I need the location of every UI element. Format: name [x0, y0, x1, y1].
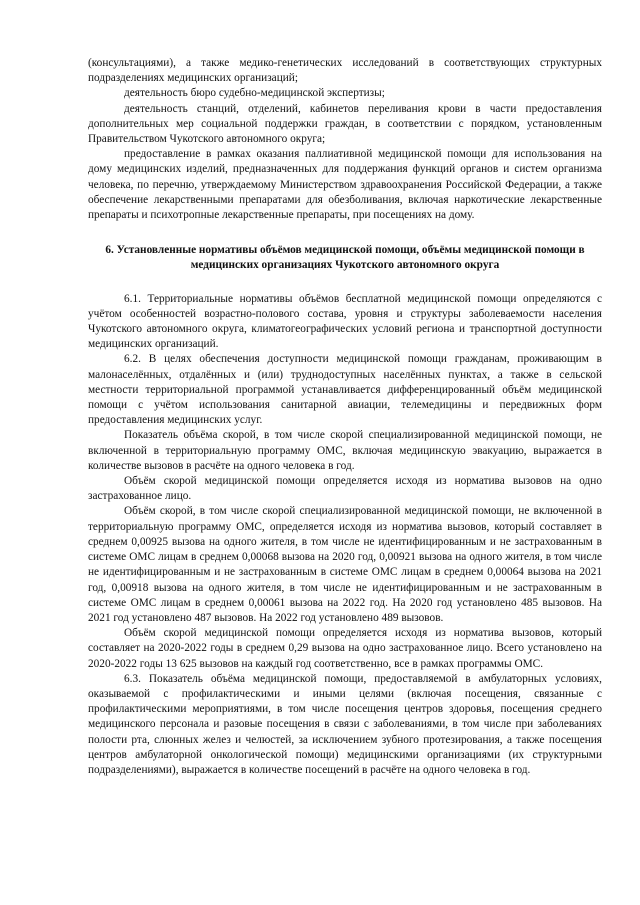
paragraph: Объём скорой, в том числе скорой специализированной медицинской помощи, не включенной в территориальную программу ОМС, определяется исходя из норматива вызовов, который составляет в среднем 0,00925 вызова на одного жителя, в том числе не идентифицированным и не застрахованным в системе ОМС лицам в среднем 0,00068 вызова на 2020 год, 0,00921 вызова на одного жителя, в том числе не идентифицированным и не застрахованным в системе ОМС лицам в среднем 0,00064 вызова на 2021 год, 0,00918 вызова на одного жителя, в том числе не идентифицированным и не застрахованным в системе ОМС лицам в среднем 0,00061 вызова на 2022 год. На 2020 год установлено 485 вызовов. На 2021 год установлено 487 вызовов. На 2022 год установлено 489 вызовов.: [88, 505, 602, 624]
paragraph: Объём скорой медицинской помощи определяется исходя из норматива вызовов, который составляет на 2020-2022 годы в среднем 0,29 вызова на одно застрахованное лицо. Всего установлено на 2020-2022 годы 13 625 вызовов на каждый год соответственно, все в рамках программы ОМС.: [88, 627, 602, 670]
paragraph: Показатель объёма скорой, в том числе скорой специализированной медицинской помощи, не включенной в территориальную программу ОМС, включая медицинскую эвакуацию, выражается в количестве вызовов в расчёте на одного человека в год.: [88, 429, 602, 472]
paragraph: 6.2. В целях обеспечения доступности медицинской помощи гражданам, проживающим в малонаселённых, отдалённых и (или) труднодоступных населённых пунктах, а также в сельской местности территориальной программой устанавливается дифференцированный объём медицинской помощи с учётом использования санитарной авиации, телемедицины и передвижных форм предоставления медицинских услуг.: [88, 353, 602, 427]
paragraph: деятельность станций, отделений, кабинетов переливания крови в части предоставления дополнительных мер социальной поддержки граждан, в соответствии с порядком, установленным Правительством Чукотского автономного округа;: [88, 102, 602, 146]
paragraph: деятельность бюро судебно-медицинской экспертизы;: [124, 87, 385, 100]
paragraph: 6.3. Показатель объёма медицинской помощи, предоставляемой в амбулаторных условиях, оказываемой с профилактическими и иными целями (включая посещения, связанные с профилактическими мероприятиями, в том числе посещения центров здоровья, посещения среднего медицинского персонала и разовые посещения в связи с заболеваниями, в том числе при заболеваниях полости рта, слюнных желез и челюстей, за исключением зубного протезирования, а также посещения центров амбулаторной онкологической помощи) медицинскими организациями (их структурными подразделениями), выражается в количестве посещений в расчёте на одного человека в год.: [88, 672, 602, 776]
paragraph: (консультациями), а также медико-генетических исследований в соответствующих структурных подразделениях медицинских организаций;: [88, 57, 602, 85]
paragraph: Объём скорой медицинской помощи определяется исходя из норматива вызовов на одно застрахованное лицо.: [88, 475, 602, 503]
section-heading: 6. Установленные нормативы объёмов медицинской помощи, объёмы медицинской помощи в медицинских организациях Чукотского автономного округа: [105, 244, 585, 272]
paragraph: 6.1. Территориальные нормативы объёмов бесплатной медицинской помощи определяются с учётом особенностей возрастно-полового состава, уровня и структуры заболеваемости населения Чукотского автономного округа, климатогеографических условий региона и транспортной доступности медицинских организаций.: [88, 292, 602, 351]
paragraph: предоставление в рамках оказания паллиативной медицинской помощи для использования на дому медицинских изделий, предназначенных для поддержания функций органов и систем организма человека, по перечню, утверждаемому Министерством здравоохранения Российской Федерации, а также обеспечение лекарственными препаратами для обезболивания, включая наркотические лекарственные препараты и психотропные лекарственные препараты, при посещениях на дому.: [88, 148, 602, 222]
document-page: [88, 56, 602, 778]
